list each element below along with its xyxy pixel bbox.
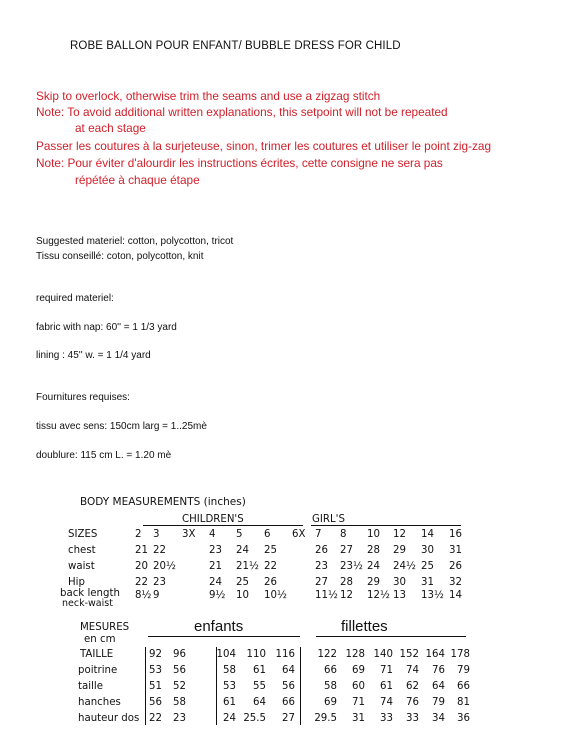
metric-cell: 51 [149, 681, 162, 692]
imperial-cell: 3X [182, 529, 196, 540]
imperial-cell: 22 [264, 561, 277, 572]
metric-cell: 66 [324, 665, 337, 676]
metric-row-label: taille [78, 681, 103, 692]
imperial-cell: 23 [209, 545, 222, 556]
imperial-cell: 21 [209, 561, 222, 572]
girls-underline [311, 525, 461, 526]
imperial-cell: 28 [367, 545, 380, 556]
metric-cell: 31 [352, 713, 365, 724]
imperial-cell: 6 [264, 529, 271, 540]
page-title: ROBE BALLON POUR ENFANT/ BUBBLE DRESS FOR CHILD [70, 40, 401, 52]
metric-cell: 29.5 [314, 713, 337, 724]
imperial-cell: 25 [236, 577, 249, 588]
metric-cell: 61 [253, 665, 266, 676]
note-repeat-en: Note: To avoid additional written explanations, this setpoint will not be repeated [36, 105, 448, 119]
imperial-cell: 7 [315, 529, 322, 540]
imperial-cell: 4 [209, 529, 216, 540]
imperial-cell: 21½ [236, 561, 259, 572]
metric-cell: 178 [450, 649, 470, 660]
metric-cell: 69 [352, 665, 365, 676]
metric-cell: 56 [149, 697, 162, 708]
metric-cell: 140 [373, 649, 393, 660]
metric-cell: 36 [457, 713, 470, 724]
imperial-cell: 11½ [315, 590, 338, 601]
suggested-material-fr: Tissu conseillé: coton, polycotton, knit [36, 251, 204, 262]
required-lining: lining : 45'' w. = 1 1/4 yard [36, 350, 151, 361]
fournitures-tissu: tissu avec sens: 150cm larg = 1..25mè [36, 421, 207, 432]
imperial-cell: 13½ [421, 590, 444, 601]
metric-cell: 34 [432, 713, 445, 724]
metric-row-label: TAILLE [80, 649, 114, 660]
imperial-cell: 3 [153, 529, 160, 540]
metric-cell: 56 [282, 681, 295, 692]
imperial-cell: 21 [135, 545, 148, 556]
required-fabric: fabric with nap: 60'' = 1 1/3 yard [36, 322, 177, 333]
neck-waist-label: neck-waist [62, 598, 113, 609]
metric-cell: 92 [149, 649, 162, 660]
metric-cell: 76 [432, 665, 445, 676]
imperial-cell: 24 [209, 577, 222, 588]
metric-cell: 56 [173, 665, 186, 676]
imperial-cell: 8½ [135, 590, 152, 601]
metric-row-label: hauteur dos [78, 713, 140, 724]
imperial-cell: 26 [315, 545, 328, 556]
metric-row-label: hanches [78, 697, 121, 708]
metric-cell: 96 [173, 649, 186, 660]
enfants-underline [148, 636, 300, 637]
metric-cell: 110 [246, 649, 266, 660]
metric-cell: 66 [282, 697, 295, 708]
metric-cell: 116 [275, 649, 295, 660]
imperial-cell: 5 [236, 529, 243, 540]
metric-cell: 64 [282, 665, 295, 676]
metric-cell: 81 [457, 697, 470, 708]
metric-cell: 66 [457, 681, 470, 692]
metric-cell: 62 [406, 681, 419, 692]
imperial-cell: 29 [393, 545, 406, 556]
fournitures-heading: Fournitures requises: [36, 392, 130, 403]
imperial-cell: 12½ [367, 590, 390, 601]
fillettes-heading: fillettes [341, 618, 388, 635]
imperial-cell: 25 [264, 545, 277, 556]
imperial-cell: 23½ [340, 561, 363, 572]
imperial-cell: 20 [135, 561, 148, 572]
metric-cell: 64 [253, 697, 266, 708]
metric-cell: 53 [223, 681, 236, 692]
metric-cell: 33 [380, 713, 393, 724]
metric-cell: 71 [352, 697, 365, 708]
metric-cell: 64 [432, 681, 445, 692]
metric-cell: 53 [149, 665, 162, 676]
metric-cell: 61 [223, 697, 236, 708]
metric-cell: 27 [282, 713, 295, 724]
imperial-cell: 31 [449, 545, 462, 556]
imperial-cell: 30 [421, 545, 434, 556]
imperial-cell: 31 [421, 577, 434, 588]
imperial-cell: 24 [367, 561, 380, 572]
imperial-row-label: chest [68, 545, 96, 556]
metric-cell: 104 [216, 649, 236, 660]
metric-divider-3 [300, 647, 301, 725]
note-repeat-fr-cont: répétée à chaque étape [75, 173, 200, 187]
imperial-cell: 22 [153, 545, 166, 556]
metric-row-label: poitrine [78, 665, 118, 676]
imperial-row-label: SIZES [68, 529, 98, 540]
metric-cell: 25.5 [243, 713, 266, 724]
metric-cell: 52 [173, 681, 186, 692]
girls-heading: GIRL'S [312, 514, 345, 525]
metric-cell: 128 [345, 649, 365, 660]
metric-cell: 61 [380, 681, 393, 692]
imperial-cell: 6X [292, 529, 306, 540]
imperial-cell: 27 [315, 577, 328, 588]
metric-cell: 69 [324, 697, 337, 708]
imperial-cell: 9 [153, 590, 160, 601]
imperial-cell: 26 [264, 577, 277, 588]
imperial-cell: 10½ [264, 590, 287, 601]
imperial-cell: 16 [449, 529, 462, 540]
imperial-cell: 12 [340, 590, 353, 601]
imperial-cell: 2 [135, 529, 142, 540]
metric-cell: 58 [173, 697, 186, 708]
enfants-heading: enfants [194, 618, 244, 635]
metric-cell: 71 [380, 665, 393, 676]
childrens-underline [143, 525, 303, 526]
metric-cell: 33 [406, 713, 419, 724]
imperial-cell: 24 [236, 545, 249, 556]
imperial-cell: 29 [367, 577, 380, 588]
imperial-cell: 23 [315, 561, 328, 572]
imperial-cell: 9½ [209, 590, 226, 601]
required-heading: required materiel: [36, 293, 114, 304]
metric-cell: 164 [425, 649, 445, 660]
imperial-row-label: back length [60, 588, 120, 599]
imperial-cell: 13 [393, 590, 406, 601]
metric-cell: 152 [399, 649, 419, 660]
mesures-heading: MESURES [80, 622, 130, 633]
imperial-cell: 27 [340, 545, 353, 556]
imperial-cell: 28 [340, 577, 353, 588]
metric-cell: 24 [223, 713, 236, 724]
imperial-cell: 8 [340, 529, 347, 540]
imperial-row-label: Hip [68, 577, 85, 588]
suggested-material-en: Suggested materiel: cotton, polycotton, tricot [36, 236, 234, 247]
metric-divider-1 [145, 647, 146, 725]
metric-cell: 122 [317, 649, 337, 660]
imperial-cell: 24½ [393, 561, 416, 572]
fournitures-doublure: doublure: 115 cm L. = 1.20 mè [36, 450, 172, 461]
imperial-cell: 20½ [153, 561, 176, 572]
imperial-cell: 14 [421, 529, 434, 540]
childrens-heading: CHILDREN'S [182, 514, 244, 525]
note-overlock-en: Skip to overlock, otherwise trim the seams and use a zigzag stitch [36, 89, 381, 103]
metric-cell: 79 [457, 665, 470, 676]
metric-cell: 74 [406, 665, 419, 676]
metric-cell: 74 [380, 697, 393, 708]
imperial-cell: 12 [393, 529, 406, 540]
metric-cell: 55 [253, 681, 266, 692]
imperial-cell: 23 [153, 577, 166, 588]
imperial-cell: 14 [449, 590, 462, 601]
fillettes-underline [316, 636, 466, 637]
imperial-cell: 25 [421, 561, 434, 572]
note-repeat-en-cont: at each stage [75, 121, 146, 135]
metric-cell: 58 [324, 681, 337, 692]
imperial-cell: 22 [135, 577, 148, 588]
metric-cell: 60 [352, 681, 365, 692]
metric-cell: 79 [432, 697, 445, 708]
note-repeat-fr: Note: Pour éviter d'alourdir les instructions écrites, cette consigne ne sera pas [36, 156, 443, 170]
body-measurements-title: BODY MEASUREMENTS (inches) [80, 496, 246, 508]
imperial-cell: 32 [449, 577, 462, 588]
note-overlock-fr: Passer les coutures à la surjeteuse, sinon, trimer les coutures et utiliser le point zig-zag [36, 139, 492, 153]
imperial-cell: 30 [393, 577, 406, 588]
metric-cell: 23 [173, 713, 186, 724]
imperial-cell: 26 [449, 561, 462, 572]
imperial-row-label: waist [68, 561, 95, 572]
imperial-cell: 10 [236, 590, 249, 601]
metric-cell: 58 [223, 665, 236, 676]
en-cm-label: en cm [84, 634, 116, 645]
metric-cell: 22 [149, 713, 162, 724]
imperial-cell: 10 [367, 529, 380, 540]
metric-cell: 76 [406, 697, 419, 708]
metric-divider-2 [216, 647, 217, 725]
